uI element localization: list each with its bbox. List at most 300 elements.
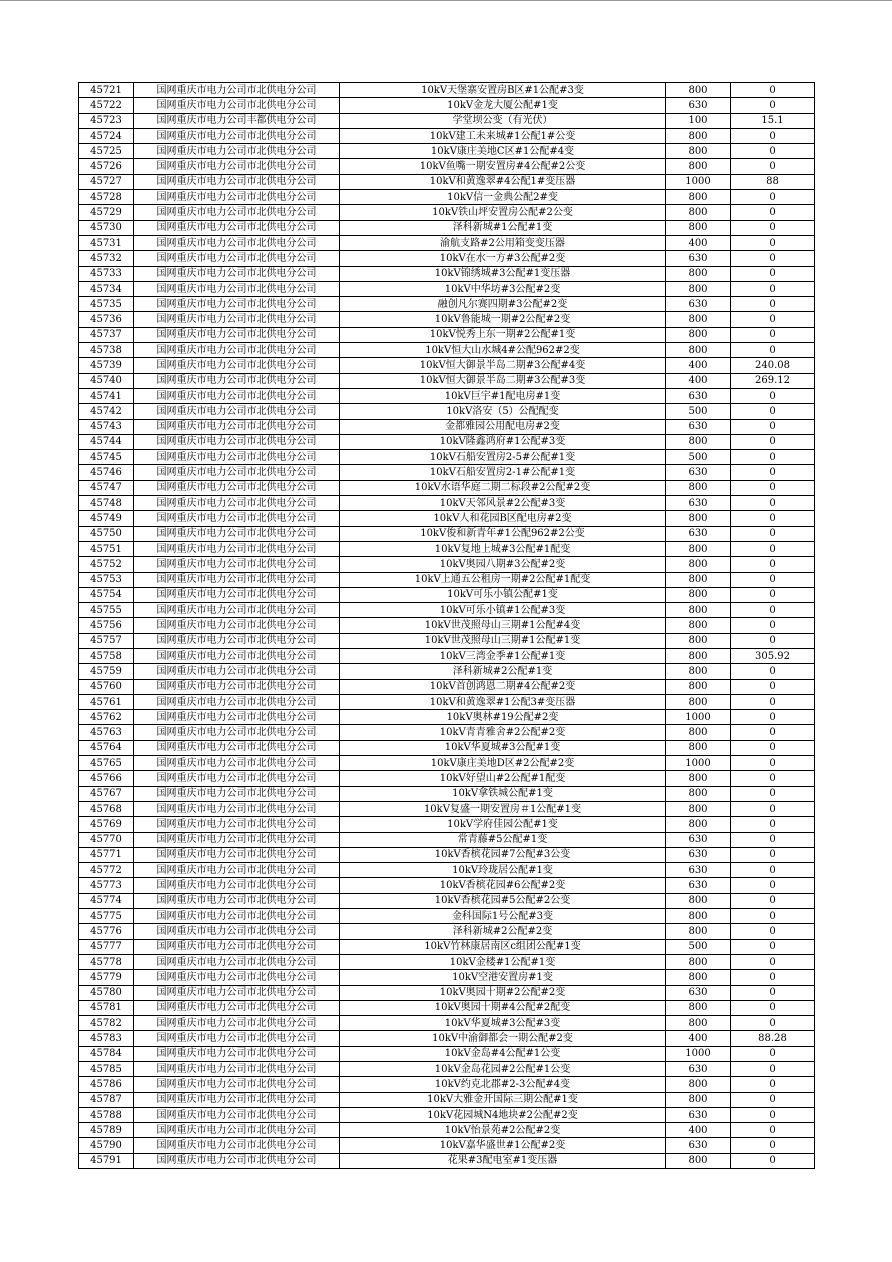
transformer-name-cell: 10kV康庄美地D区#2公配#2变 xyxy=(340,756,666,771)
row-id-cell: 45755 xyxy=(79,603,134,618)
pv-capacity-cell: 0 xyxy=(731,312,815,327)
transformer-name-cell: 10kV天堡寨安置房B区#1公配#3变 xyxy=(340,83,666,98)
company-cell: 国网重庆市电力公司市北供电分公司 xyxy=(134,939,340,954)
company-cell: 国网重庆市电力公司市北供电分公司 xyxy=(134,603,340,618)
table-row xyxy=(79,740,815,755)
company-cell: 国网重庆市电力公司市北供电分公司 xyxy=(134,144,340,159)
row-id-cell: 45742 xyxy=(79,404,134,419)
capacity-cell: 630 xyxy=(666,878,731,893)
table-row xyxy=(79,1016,815,1031)
table-row xyxy=(79,970,815,985)
company-cell: 国网重庆市电力公司市北供电分公司 xyxy=(134,511,340,526)
company-cell: 国网重庆市电力公司市北供电分公司 xyxy=(134,297,340,312)
transformer-name-cell: 10kV人和花园B区配电房#2变 xyxy=(340,511,666,526)
row-id-cell: 45730 xyxy=(79,220,134,235)
pv-capacity-cell: 0 xyxy=(731,281,815,296)
capacity-cell: 800 xyxy=(666,664,731,679)
capacity-cell: 800 xyxy=(666,480,731,495)
capacity-cell: 800 xyxy=(666,694,731,709)
company-cell: 国网重庆市电力公司市北供电分公司 xyxy=(134,1153,340,1168)
capacity-cell: 400 xyxy=(666,358,731,373)
table-row xyxy=(79,954,815,969)
capacity-cell: 630 xyxy=(666,1062,731,1077)
pv-capacity-cell: 0 xyxy=(731,618,815,633)
row-id-cell: 45735 xyxy=(79,297,134,312)
row-id-cell: 45759 xyxy=(79,664,134,679)
capacity-cell: 800 xyxy=(666,1077,731,1092)
transformer-name-cell: 10kV华夏城#3公配#1变 xyxy=(340,740,666,755)
transformer-name-cell: 10kV在水一方#3公配#2变 xyxy=(340,251,666,266)
company-cell: 国网重庆市电力公司市北供电分公司 xyxy=(134,786,340,801)
company-cell: 国网重庆市电力公司市北供电分公司 xyxy=(134,1016,340,1031)
company-cell: 国网重庆市电力公司市北供电分公司 xyxy=(134,480,340,495)
transformer-name-cell: 金科国际1号公配#3变 xyxy=(340,909,666,924)
table-row xyxy=(79,939,815,954)
pv-capacity-cell: 0 xyxy=(731,144,815,159)
table-row xyxy=(79,1153,815,1168)
pv-capacity-cell: 0 xyxy=(731,1016,815,1031)
table-row xyxy=(79,1077,815,1092)
row-id-cell: 45728 xyxy=(79,190,134,205)
pv-capacity-cell: 0 xyxy=(731,863,815,878)
pv-capacity-cell: 0 xyxy=(731,756,815,771)
table-row xyxy=(79,251,815,266)
transformer-name-cell: 10kV信一金典公配2#变 xyxy=(340,190,666,205)
company-cell: 国网重庆市电力公司市北供电分公司 xyxy=(134,266,340,281)
capacity-cell: 800 xyxy=(666,1153,731,1168)
pv-capacity-cell: 0 xyxy=(731,633,815,648)
pv-capacity-cell: 88.28 xyxy=(731,1031,815,1046)
company-cell: 国网重庆市电力公司市北供电分公司 xyxy=(134,893,340,908)
table-row xyxy=(79,710,815,725)
row-id-cell: 45785 xyxy=(79,1062,134,1077)
pv-capacity-cell: 0 xyxy=(731,343,815,358)
company-cell: 国网重庆市电力公司市北供电分公司 xyxy=(134,419,340,434)
capacity-cell: 800 xyxy=(666,817,731,832)
company-cell: 国网重庆市电力公司市北供电分公司 xyxy=(134,159,340,174)
pv-capacity-cell: 0 xyxy=(731,496,815,511)
company-cell: 国网重庆市电力公司市北供电分公司 xyxy=(134,970,340,985)
capacity-cell: 800 xyxy=(666,679,731,694)
transformer-name-cell: 10kV大雅金开国际三期公配#1变 xyxy=(340,1092,666,1107)
pv-capacity-cell: 0 xyxy=(731,1062,815,1077)
table-row xyxy=(79,83,815,98)
table-row xyxy=(79,159,815,174)
transformer-name-cell: 10kV奥园十期#2公配#2变 xyxy=(340,985,666,1000)
capacity-cell: 800 xyxy=(666,725,731,740)
pv-capacity-cell: 0 xyxy=(731,557,815,572)
capacity-cell: 800 xyxy=(666,740,731,755)
transformer-name-cell: 10kV香槟花园#6公配#2变 xyxy=(340,878,666,893)
transformer-name-cell: 金都雅园公用配电房#2变 xyxy=(340,419,666,434)
pv-capacity-cell: 0 xyxy=(731,235,815,250)
transformer-name-cell: 10kV奥园十期#4公配#2配变 xyxy=(340,1000,666,1015)
table-row xyxy=(79,358,815,373)
row-id-cell: 45762 xyxy=(79,710,134,725)
row-id-cell: 45732 xyxy=(79,251,134,266)
transformer-name-cell: 10kV锦绣城#3公配#1变压器 xyxy=(340,266,666,281)
pv-capacity-cell: 0 xyxy=(731,878,815,893)
table-row xyxy=(79,893,815,908)
capacity-cell: 1000 xyxy=(666,1046,731,1061)
transformer-name-cell: 10kV隆鑫鸿府#1公配#3变 xyxy=(340,434,666,449)
capacity-cell: 1000 xyxy=(666,756,731,771)
capacity-cell: 800 xyxy=(666,633,731,648)
table-row xyxy=(79,725,815,740)
row-id-cell: 45773 xyxy=(79,878,134,893)
row-id-cell: 45740 xyxy=(79,373,134,388)
company-cell: 国网重庆市电力公司市北供电分公司 xyxy=(134,756,340,771)
row-id-cell: 45775 xyxy=(79,909,134,924)
row-id-cell: 45791 xyxy=(79,1153,134,1168)
pv-capacity-cell: 0 xyxy=(731,220,815,235)
row-id-cell: 45725 xyxy=(79,144,134,159)
transformer-name-cell: 10kV拿铁城公配#1变 xyxy=(340,786,666,801)
transformer-name-cell: 10kV三湾金季#1公配#1变 xyxy=(340,648,666,663)
row-id-cell: 45765 xyxy=(79,756,134,771)
company-cell: 国网重庆市电力公司市北供电分公司 xyxy=(134,863,340,878)
capacity-cell: 500 xyxy=(666,450,731,465)
capacity-cell: 800 xyxy=(666,587,731,602)
capacity-cell: 400 xyxy=(666,373,731,388)
company-cell: 国网重庆市电力公司市北供电分公司 xyxy=(134,1000,340,1015)
transformer-name-cell: 10kV金岛花园#2公配#1公变 xyxy=(340,1062,666,1077)
row-id-cell: 45784 xyxy=(79,1046,134,1061)
pv-capacity-cell: 0 xyxy=(731,205,815,220)
pv-capacity-cell: 0 xyxy=(731,388,815,403)
pv-capacity-cell: 0 xyxy=(731,434,815,449)
company-cell: 国网重庆市电力公司市北供电分公司 xyxy=(134,771,340,786)
transformer-name-cell: 10kV空港安置房#1变 xyxy=(340,970,666,985)
table-row xyxy=(79,419,815,434)
row-id-cell: 45757 xyxy=(79,633,134,648)
pv-capacity-cell: 0 xyxy=(731,128,815,143)
row-id-cell: 45782 xyxy=(79,1016,134,1031)
table-row xyxy=(79,1092,815,1107)
capacity-cell: 630 xyxy=(666,251,731,266)
company-cell: 国网重庆市电力公司市北供电分公司 xyxy=(134,557,340,572)
capacity-cell: 630 xyxy=(666,1138,731,1153)
transformer-name-cell: 10kV青青雅舍#2公配#2变 xyxy=(340,725,666,740)
row-id-cell: 45790 xyxy=(79,1138,134,1153)
capacity-cell: 800 xyxy=(666,312,731,327)
pv-capacity-cell: 0 xyxy=(731,1138,815,1153)
company-cell: 国网重庆市电力公司市北供电分公司 xyxy=(134,694,340,709)
company-cell: 国网重庆市电力公司市北供电分公司 xyxy=(134,281,340,296)
company-cell: 国网重庆市电力公司市北供电分公司 xyxy=(134,343,340,358)
row-id-cell: 45747 xyxy=(79,480,134,495)
transformer-name-cell: 10kV可乐小镇公配#1变 xyxy=(340,587,666,602)
pv-capacity-cell: 0 xyxy=(731,98,815,113)
row-id-cell: 45749 xyxy=(79,511,134,526)
transformer-name-cell: 泽科新城#1公配#1变 xyxy=(340,220,666,235)
table-row xyxy=(79,1062,815,1077)
transformer-name-cell: 10kV首创鸿恩二期#4公配#2变 xyxy=(340,679,666,694)
table-row xyxy=(79,220,815,235)
table-row xyxy=(79,373,815,388)
pv-capacity-cell: 0 xyxy=(731,450,815,465)
capacity-cell: 100 xyxy=(666,113,731,128)
capacity-cell: 500 xyxy=(666,404,731,419)
transformer-name-cell: 10kV天邻风景#2公配#3变 xyxy=(340,496,666,511)
company-cell: 国网重庆市电力公司市北供电分公司 xyxy=(134,664,340,679)
company-cell: 国网重庆市电力公司市北供电分公司 xyxy=(134,465,340,480)
company-cell: 国网重庆市电力公司市北供电分公司 xyxy=(134,128,340,143)
company-cell: 国网重庆市电力公司市北供电分公司 xyxy=(134,587,340,602)
pv-capacity-cell: 0 xyxy=(731,664,815,679)
transformer-name-cell: 学堂坝公变（有光伏） xyxy=(340,113,666,128)
capacity-cell: 400 xyxy=(666,1123,731,1138)
capacity-cell: 800 xyxy=(666,970,731,985)
transformer-name-cell: 10kV恒大御景半岛二期#3公配#3变 xyxy=(340,373,666,388)
table-row xyxy=(79,266,815,281)
company-cell: 国网重庆市电力公司市北供电分公司 xyxy=(134,1138,340,1153)
capacity-cell: 800 xyxy=(666,128,731,143)
table-row xyxy=(79,863,815,878)
capacity-cell: 800 xyxy=(666,893,731,908)
pv-capacity-cell: 0 xyxy=(731,909,815,924)
transformer-name-cell: 10kV奥林#19公配#2变 xyxy=(340,710,666,725)
row-id-cell: 45727 xyxy=(79,174,134,189)
pv-capacity-cell: 0 xyxy=(731,190,815,205)
table-row xyxy=(79,909,815,924)
table-row xyxy=(79,1031,815,1046)
table-row xyxy=(79,832,815,847)
table-row xyxy=(79,312,815,327)
pv-capacity-cell: 15.1 xyxy=(731,113,815,128)
row-id-cell: 45741 xyxy=(79,388,134,403)
row-id-cell: 45789 xyxy=(79,1123,134,1138)
table-row xyxy=(79,679,815,694)
transformer-name-cell: 10kV铁山坪安置房公配#2公变 xyxy=(340,205,666,220)
transformer-name-cell: 10kV花园城N4地块#2公配#2变 xyxy=(340,1107,666,1122)
table-row xyxy=(79,281,815,296)
transformer-name-cell: 10kV悦秀上东一期#2公配#1变 xyxy=(340,327,666,342)
company-cell: 国网重庆市电力公司市北供电分公司 xyxy=(134,817,340,832)
company-cell: 国网重庆市电力公司市北供电分公司 xyxy=(134,648,340,663)
company-cell: 国网重庆市电力公司市北供电分公司 xyxy=(134,1107,340,1122)
row-id-cell: 45721 xyxy=(79,83,134,98)
capacity-cell: 800 xyxy=(666,603,731,618)
transformer-name-cell: 10kV玲珑居公配#1变 xyxy=(340,863,666,878)
transformer-name-cell: 10kV复盛一期安置房＃1公配#1变 xyxy=(340,801,666,816)
table-row xyxy=(79,205,815,220)
capacity-cell: 800 xyxy=(666,771,731,786)
pv-capacity-cell: 240.08 xyxy=(731,358,815,373)
table-row xyxy=(79,618,815,633)
row-id-cell: 45726 xyxy=(79,159,134,174)
table-row xyxy=(79,496,815,511)
company-cell: 国网重庆市电力公司市北供电分公司 xyxy=(134,924,340,939)
pv-capacity-cell: 0 xyxy=(731,939,815,954)
company-cell: 国网重庆市电力公司市北供电分公司 xyxy=(134,235,340,250)
transformer-name-cell: 10kV石船安置房2-5#公配#1变 xyxy=(340,450,666,465)
capacity-cell: 500 xyxy=(666,939,731,954)
pv-capacity-cell: 0 xyxy=(731,1107,815,1122)
row-id-cell: 45786 xyxy=(79,1077,134,1092)
capacity-cell: 800 xyxy=(666,909,731,924)
transformer-name-cell: 10kV好望山#2公配#1配变 xyxy=(340,771,666,786)
transformer-name-cell: 融创凡尔赛四期#3公配#2变 xyxy=(340,297,666,312)
pv-capacity-cell: 0 xyxy=(731,1077,815,1092)
table-body xyxy=(79,83,815,1169)
capacity-cell: 630 xyxy=(666,847,731,862)
row-id-cell: 45738 xyxy=(79,343,134,358)
transformer-name-cell: 10kV学府佳园公配#1变 xyxy=(340,817,666,832)
transformer-name-cell: 10kV石船安置房2-1#公配#1变 xyxy=(340,465,666,480)
transformer-name-cell: 10kV世茂照母山三期#1公配#4变 xyxy=(340,618,666,633)
row-id-cell: 45763 xyxy=(79,725,134,740)
capacity-cell: 630 xyxy=(666,1107,731,1122)
company-cell: 国网重庆市电力公司市北供电分公司 xyxy=(134,909,340,924)
table-row xyxy=(79,756,815,771)
table-row xyxy=(79,1107,815,1122)
row-id-cell: 45776 xyxy=(79,924,134,939)
table-row xyxy=(79,847,815,862)
row-id-cell: 45787 xyxy=(79,1092,134,1107)
pv-capacity-cell: 0 xyxy=(731,740,815,755)
transformer-name-cell: 10kV鱼嘴一期安置房#4公配#2公变 xyxy=(340,159,666,174)
company-cell: 国网重庆市电力公司市北供电分公司 xyxy=(134,633,340,648)
company-cell: 国网重庆市电力公司市北供电分公司 xyxy=(134,373,340,388)
pv-capacity-cell: 0 xyxy=(731,297,815,312)
row-id-cell: 45781 xyxy=(79,1000,134,1015)
row-id-cell: 45733 xyxy=(79,266,134,281)
row-id-cell: 45750 xyxy=(79,526,134,541)
row-id-cell: 45779 xyxy=(79,970,134,985)
row-id-cell: 45746 xyxy=(79,465,134,480)
table-row xyxy=(79,113,815,128)
pv-capacity-cell: 0 xyxy=(731,924,815,939)
capacity-cell: 800 xyxy=(666,1016,731,1031)
table-row xyxy=(79,1138,815,1153)
table-row xyxy=(79,465,815,480)
table-row xyxy=(79,1046,815,1061)
capacity-cell: 630 xyxy=(666,419,731,434)
capacity-cell: 800 xyxy=(666,954,731,969)
table-row xyxy=(79,388,815,403)
table-row xyxy=(79,572,815,587)
row-id-cell: 45724 xyxy=(79,128,134,143)
row-id-cell: 45722 xyxy=(79,98,134,113)
capacity-cell: 800 xyxy=(666,786,731,801)
capacity-cell: 800 xyxy=(666,434,731,449)
transformer-name-cell: 10kV恒大山水城4#公配962#2变 xyxy=(340,343,666,358)
capacity-cell: 630 xyxy=(666,832,731,847)
pv-capacity-cell: 0 xyxy=(731,511,815,526)
row-id-cell: 45764 xyxy=(79,740,134,755)
company-cell: 国网重庆市电力公司市北供电分公司 xyxy=(134,450,340,465)
capacity-cell: 800 xyxy=(666,205,731,220)
row-id-cell: 45770 xyxy=(79,832,134,847)
capacity-cell: 630 xyxy=(666,863,731,878)
company-cell: 国网重庆市电力公司市北供电分公司 xyxy=(134,954,340,969)
pv-capacity-cell: 0 xyxy=(731,694,815,709)
company-cell: 国网重庆市电力公司市北供电分公司 xyxy=(134,618,340,633)
transformer-name-cell: 10kV金龙大厦公配#1变 xyxy=(340,98,666,113)
pv-capacity-cell: 0 xyxy=(731,404,815,419)
row-id-cell: 45748 xyxy=(79,496,134,511)
company-cell: 国网重庆市电力公司市北供电分公司 xyxy=(134,434,340,449)
table-row xyxy=(79,694,815,709)
row-id-cell: 45753 xyxy=(79,572,134,587)
pv-capacity-cell: 0 xyxy=(731,801,815,816)
company-cell: 国网重庆市电力公司市北供电分公司 xyxy=(134,83,340,98)
table-row xyxy=(79,404,815,419)
capacity-cell: 630 xyxy=(666,496,731,511)
transformer-name-cell: 10kV上通五公租房一期#2公配#1配变 xyxy=(340,572,666,587)
row-id-cell: 45756 xyxy=(79,618,134,633)
pv-capacity-cell: 0 xyxy=(731,266,815,281)
row-id-cell: 45768 xyxy=(79,801,134,816)
capacity-cell: 800 xyxy=(666,83,731,98)
capacity-cell: 800 xyxy=(666,190,731,205)
pv-capacity-cell: 0 xyxy=(731,679,815,694)
capacity-cell: 630 xyxy=(666,297,731,312)
capacity-cell: 630 xyxy=(666,985,731,1000)
transformer-name-cell: 10kV可乐小镇#1公配#3变 xyxy=(340,603,666,618)
company-cell: 国网重庆市电力公司丰都供电分公司 xyxy=(134,113,340,128)
company-cell: 国网重庆市电力公司市北供电分公司 xyxy=(134,98,340,113)
transformer-name-cell: 10kV鲁能城一期#2公配#2变 xyxy=(340,312,666,327)
pv-capacity-cell: 0 xyxy=(731,526,815,541)
company-cell: 国网重庆市电力公司市北供电分公司 xyxy=(134,1031,340,1046)
table-row xyxy=(79,1000,815,1015)
company-cell: 国网重庆市电力公司市北供电分公司 xyxy=(134,174,340,189)
company-cell: 国网重庆市电力公司市北供电分公司 xyxy=(134,251,340,266)
row-id-cell: 45752 xyxy=(79,557,134,572)
company-cell: 国网重庆市电力公司市北供电分公司 xyxy=(134,1062,340,1077)
row-id-cell: 45745 xyxy=(79,450,134,465)
company-cell: 国网重庆市电力公司市北供电分公司 xyxy=(134,1092,340,1107)
transformer-name-cell: 10kV水语华庭二期二标段#2公配#2变 xyxy=(340,480,666,495)
company-cell: 国网重庆市电力公司市北供电分公司 xyxy=(134,220,340,235)
pv-capacity-cell: 0 xyxy=(731,817,815,832)
row-id-cell: 45739 xyxy=(79,358,134,373)
company-cell: 国网重庆市电力公司市北供电分公司 xyxy=(134,710,340,725)
pv-capacity-cell: 0 xyxy=(731,465,815,480)
company-cell: 国网重庆市电力公司市北供电分公司 xyxy=(134,847,340,862)
capacity-cell: 630 xyxy=(666,98,731,113)
row-id-cell: 45736 xyxy=(79,312,134,327)
row-id-cell: 45758 xyxy=(79,648,134,663)
row-id-cell: 45761 xyxy=(79,694,134,709)
table-row xyxy=(79,786,815,801)
row-id-cell: 45723 xyxy=(79,113,134,128)
table-row xyxy=(79,771,815,786)
row-id-cell: 45754 xyxy=(79,587,134,602)
table-row xyxy=(79,587,815,602)
pv-capacity-cell: 0 xyxy=(731,251,815,266)
row-id-cell: 45744 xyxy=(79,434,134,449)
company-cell: 国网重庆市电力公司市北供电分公司 xyxy=(134,572,340,587)
transformer-name-cell: 10kV香槟花园#5公配#2公变 xyxy=(340,893,666,908)
table-row xyxy=(79,526,815,541)
capacity-cell: 800 xyxy=(666,144,731,159)
table-row xyxy=(79,297,815,312)
pv-capacity-cell: 0 xyxy=(731,985,815,1000)
company-cell: 国网重庆市电力公司市北供电分公司 xyxy=(134,740,340,755)
company-cell: 国网重庆市电力公司市北供电分公司 xyxy=(134,1123,340,1138)
transformer-name-cell: 常青藤#5公配#1变 xyxy=(340,832,666,847)
capacity-cell: 800 xyxy=(666,220,731,235)
table-row xyxy=(79,878,815,893)
transformer-name-cell: 10kV华夏城#3公配#3变 xyxy=(340,1016,666,1031)
pv-capacity-cell: 0 xyxy=(731,1123,815,1138)
capacity-cell: 800 xyxy=(666,327,731,342)
pv-capacity-cell: 0 xyxy=(731,419,815,434)
transformer-name-cell: 10kV奥园八期#3公配#2变 xyxy=(340,557,666,572)
